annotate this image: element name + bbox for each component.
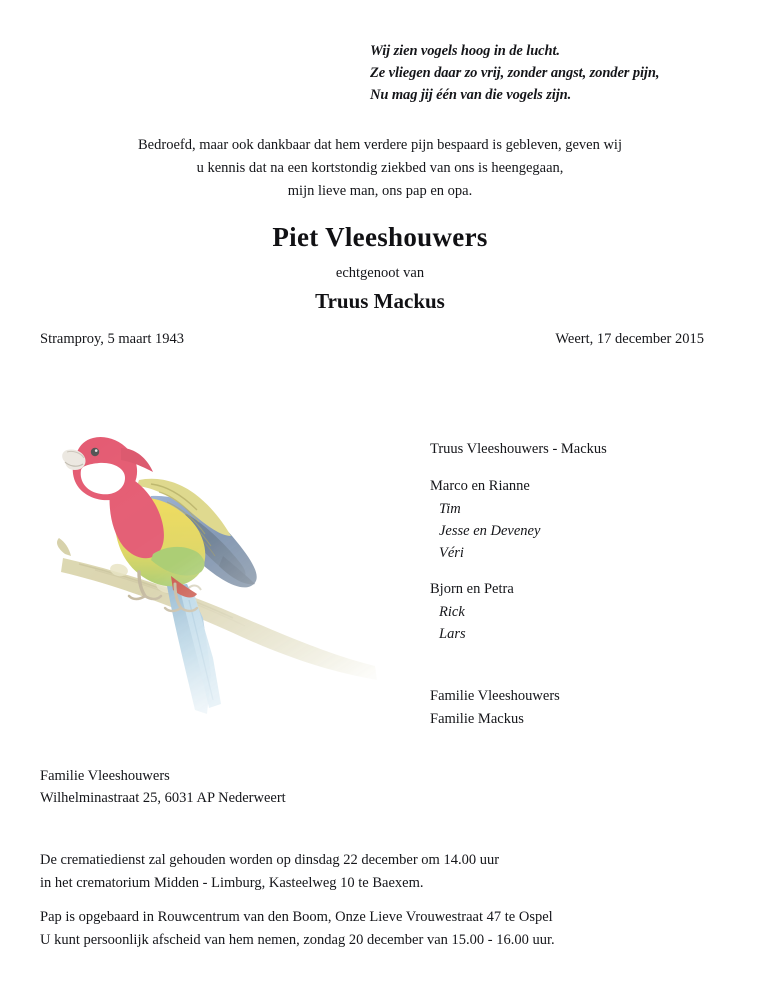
death-place-date: Weert, 17 december 2015 <box>555 331 704 347</box>
branch-shape <box>57 538 377 680</box>
announcement-text <box>60 134 700 203</box>
eastern-rosella-parrot-illustration <box>55 418 395 718</box>
survivor-widow: Truus Vleeshouwers - Mackus <box>430 441 607 457</box>
survivor-families <box>430 685 720 731</box>
cremation-line-2: in het crematorium Midden - Limburg, Kasteelweg 10 te Baexem. <box>40 875 424 891</box>
address-line-1: Familie Vleeshouwers <box>40 768 170 784</box>
life-dates <box>40 329 704 349</box>
tail-shape <box>167 584 221 714</box>
survivors-list <box>430 438 720 731</box>
poem-line-1: Wij zien vogels hoog in de lucht. <box>370 43 560 59</box>
announcement-line-2: u kennis dat na een kortstondig ziekbed van ons is heengegaan, <box>196 160 564 176</box>
mantle-feathers <box>137 479 231 556</box>
body-shape <box>110 474 206 597</box>
viewing-line-2: U kunt persoonlijk afscheid van hem nemen, zondag 20 december van 15.00 - 16.00 uur. <box>40 932 555 948</box>
survivor-child-1-1: Tim <box>439 501 461 517</box>
cremation-details <box>40 849 499 895</box>
poem-line-3: Nu mag jij één van die vogels zijn. <box>370 87 572 103</box>
spouse-name: Truus Mackus <box>315 289 445 313</box>
survivor-widow-group <box>430 438 720 461</box>
head-shape <box>62 437 153 500</box>
viewing-details <box>40 906 555 952</box>
deceased-name: Piet Vleeshouwers <box>272 222 488 252</box>
viewing-line-1: Pap is opgebaard in Rouwcentrum van den Boom, Onze Lieve Vrouwestraat 47 te Ospel <box>40 909 553 925</box>
deceased-name-block <box>0 220 760 315</box>
survivor-child-1-3: Véri <box>439 545 464 561</box>
survivor-child-1-2: Jesse en Deveney <box>439 523 541 539</box>
survivor-family-1: Familie Vleeshouwers <box>430 688 560 704</box>
survivor-parents-2: Bjorn en Petra <box>430 581 514 597</box>
birth-place-date: Stramproy, 5 maart 1943 <box>40 331 185 347</box>
spouse-relation-label: echtgenoot van <box>335 265 425 281</box>
cremation-line-1: De crematiedienst zal gehouden worden op dinsdag 22 december om 14.00 uur <box>40 852 500 868</box>
poem <box>370 40 730 106</box>
survivor-group-2 <box>430 578 720 645</box>
feet-shape <box>129 572 197 611</box>
survivors-spacer <box>430 659 720 685</box>
survivor-family-2: Familie Mackus <box>430 711 524 727</box>
survivor-group-1 <box>430 475 720 564</box>
announcement-line-1: Bedroefd, maar ook dankbaar dat hem verdere pijn bespaard is gebleven, geven wij <box>138 137 622 153</box>
announcement-line-3: mijn lieve man, ons pap en opa. <box>287 183 473 199</box>
correspondence-address <box>40 765 286 809</box>
survivor-child-2-1: Rick <box>439 604 465 620</box>
poem-line-2: Ze vliegen daar zo vrij, zonder angst, zonder pijn, <box>370 65 660 81</box>
address-line-2: Wilhelminastraat 25, 6031 AP Nederweert <box>40 790 286 806</box>
survivor-child-2-2: Lars <box>439 626 466 642</box>
wing-shape <box>147 496 257 588</box>
survivor-parents-1: Marco en Rianne <box>430 478 530 494</box>
